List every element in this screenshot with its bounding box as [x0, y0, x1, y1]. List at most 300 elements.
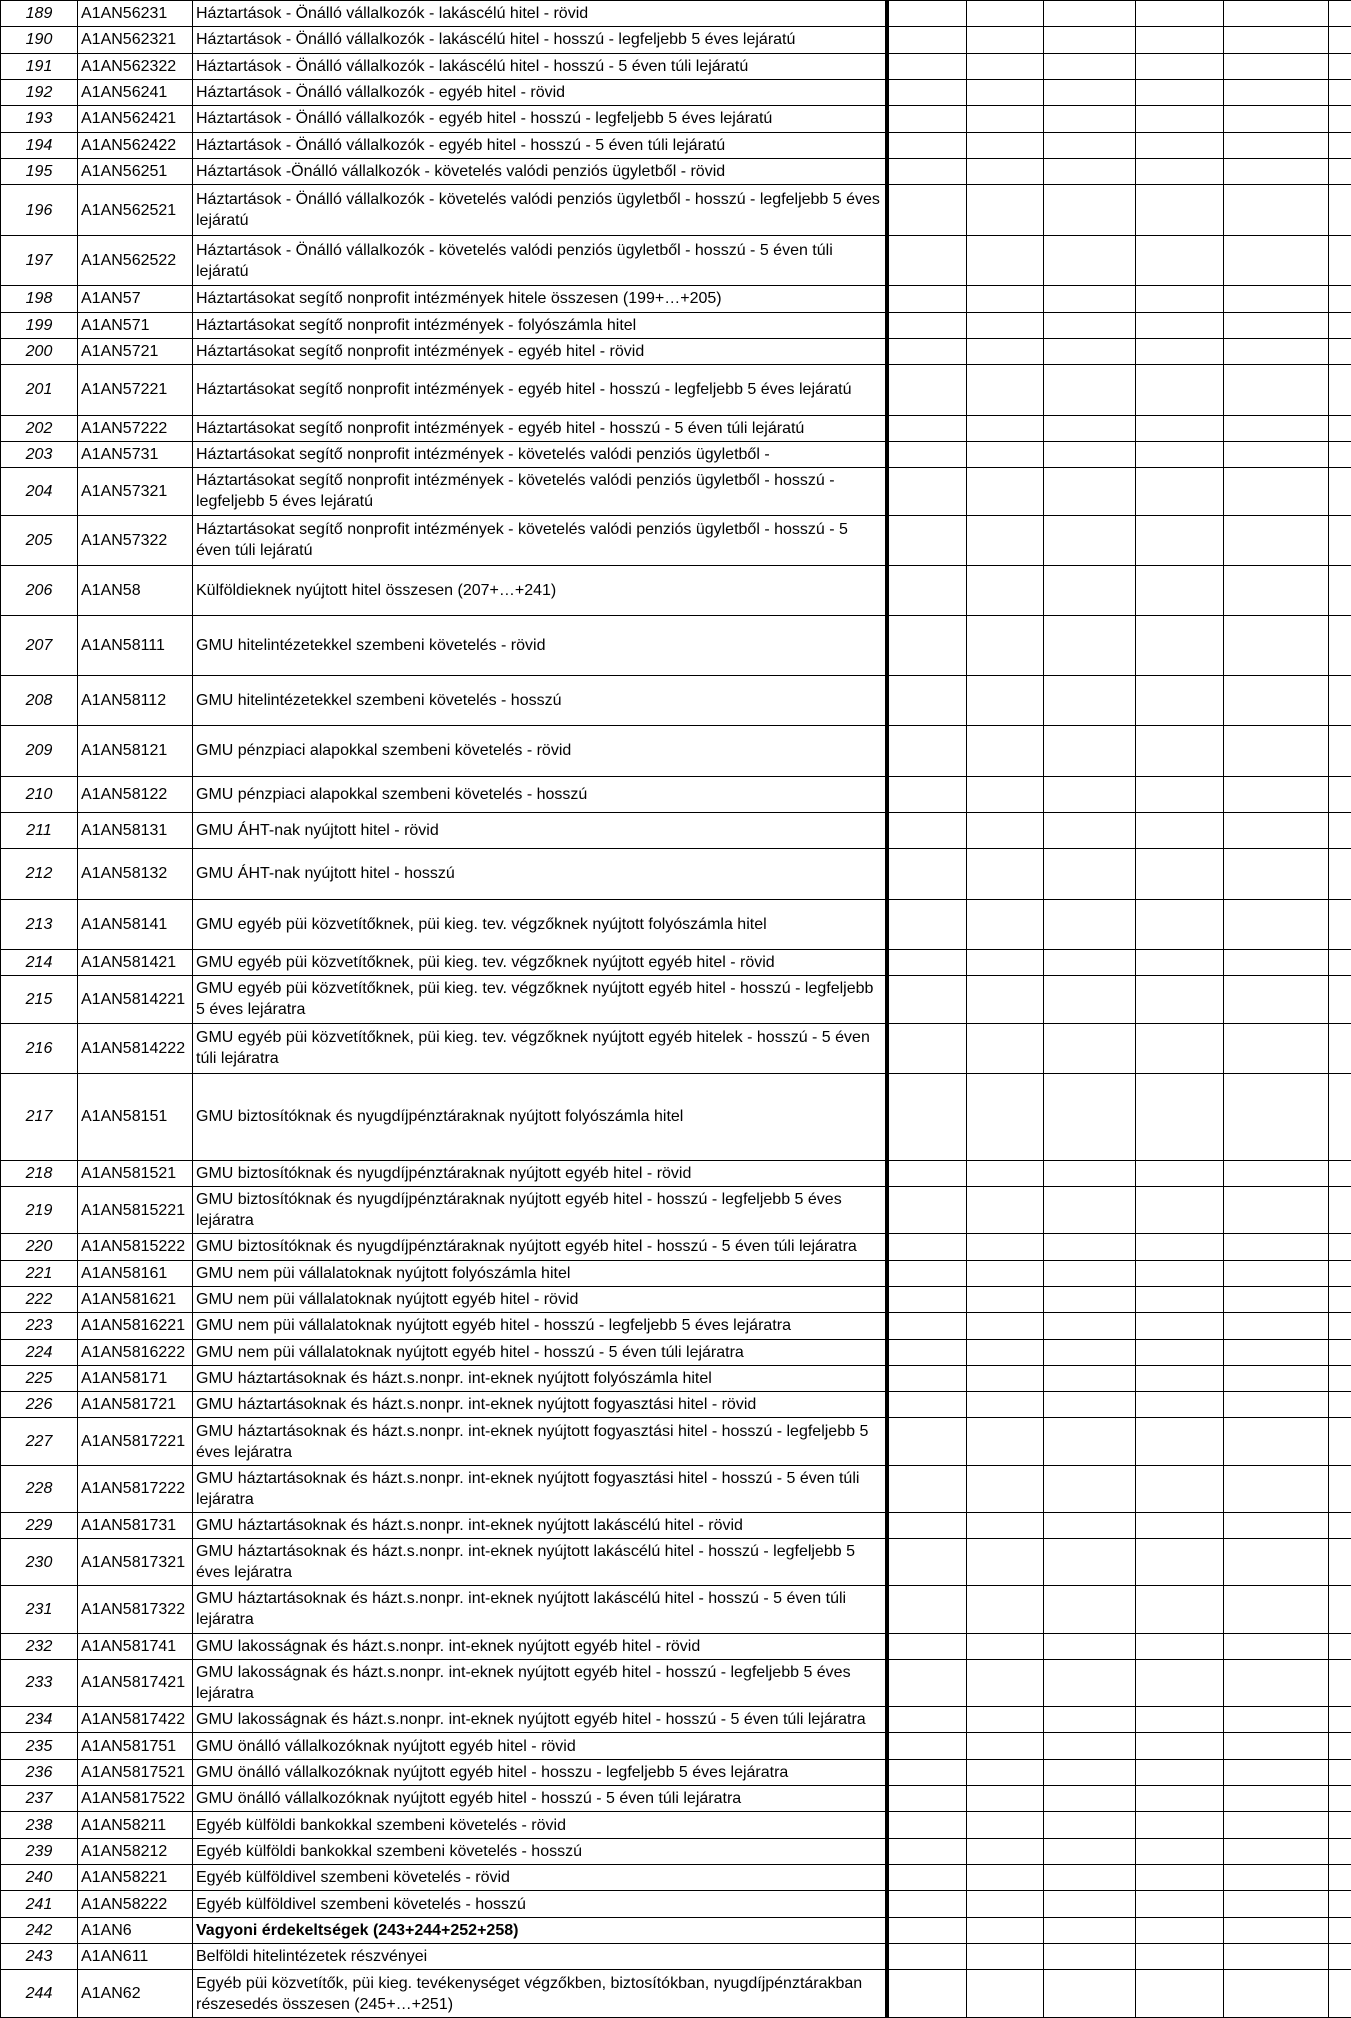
- value-cell[interactable]: [1329, 1707, 1351, 1733]
- value-cell[interactable]: [1136, 338, 1224, 364]
- value-cell[interactable]: [967, 1659, 1044, 1706]
- value-cell[interactable]: [1224, 1313, 1329, 1339]
- value-cell[interactable]: [1044, 812, 1136, 848]
- value-cell[interactable]: [1044, 566, 1136, 616]
- value-cell[interactable]: [1136, 1539, 1224, 1586]
- value-cell[interactable]: [1329, 1286, 1351, 1312]
- value-cell[interactable]: [1136, 1418, 1224, 1465]
- value-cell[interactable]: [887, 185, 967, 235]
- value-cell[interactable]: [1044, 1, 1136, 27]
- value-cell[interactable]: [1044, 1917, 1136, 1943]
- value-cell[interactable]: [1329, 53, 1351, 79]
- value-cell[interactable]: [1136, 1365, 1224, 1391]
- value-cell[interactable]: [1044, 950, 1136, 976]
- value-cell[interactable]: [967, 1917, 1044, 1943]
- value-cell[interactable]: [1224, 1759, 1329, 1785]
- value-cell[interactable]: [967, 1786, 1044, 1812]
- value-cell[interactable]: [1224, 1286, 1329, 1312]
- value-cell[interactable]: [1329, 286, 1351, 312]
- value-cell[interactable]: [1136, 1759, 1224, 1785]
- value-cell[interactable]: [967, 286, 1044, 312]
- value-cell[interactable]: [1329, 1586, 1351, 1633]
- value-cell[interactable]: [887, 1707, 967, 1733]
- value-cell[interactable]: [887, 1786, 967, 1812]
- value-cell[interactable]: [1136, 776, 1224, 812]
- value-cell[interactable]: [1329, 1891, 1351, 1917]
- value-cell[interactable]: [967, 1865, 1044, 1891]
- value-cell[interactable]: [1329, 1786, 1351, 1812]
- value-cell[interactable]: [1044, 1707, 1136, 1733]
- value-cell[interactable]: [1044, 1365, 1136, 1391]
- value-cell[interactable]: [967, 1465, 1044, 1512]
- value-cell[interactable]: [1224, 1786, 1329, 1812]
- value-cell[interactable]: [967, 1733, 1044, 1759]
- value-cell[interactable]: [887, 515, 967, 565]
- value-cell[interactable]: [967, 1286, 1044, 1312]
- value-cell[interactable]: [1044, 1865, 1136, 1891]
- value-cell[interactable]: [1224, 1659, 1329, 1706]
- value-cell[interactable]: [1224, 1339, 1329, 1365]
- value-cell[interactable]: [967, 415, 1044, 441]
- value-cell[interactable]: [1224, 79, 1329, 105]
- value-cell[interactable]: [1044, 286, 1136, 312]
- value-cell[interactable]: [1329, 976, 1351, 1023]
- value-cell[interactable]: [1329, 106, 1351, 132]
- value-cell[interactable]: [1329, 27, 1351, 53]
- value-cell[interactable]: [887, 415, 967, 441]
- value-cell[interactable]: [1136, 849, 1224, 899]
- value-cell[interactable]: [887, 1286, 967, 1312]
- value-cell[interactable]: [1136, 442, 1224, 468]
- value-cell[interactable]: [1329, 1812, 1351, 1838]
- value-cell[interactable]: [1044, 27, 1136, 53]
- value-cell[interactable]: [967, 950, 1044, 976]
- value-cell[interactable]: [887, 976, 967, 1023]
- value-cell[interactable]: [887, 79, 967, 105]
- value-cell[interactable]: [1329, 1187, 1351, 1234]
- value-cell[interactable]: [967, 976, 1044, 1023]
- value-cell[interactable]: [1044, 415, 1136, 441]
- value-cell[interactable]: [887, 950, 967, 976]
- value-cell[interactable]: [1329, 338, 1351, 364]
- value-cell[interactable]: [887, 1970, 967, 2018]
- value-cell[interactable]: [887, 1073, 967, 1160]
- value-cell[interactable]: [1329, 235, 1351, 285]
- value-cell[interactable]: [887, 1160, 967, 1186]
- value-cell[interactable]: [1044, 899, 1136, 949]
- value-cell[interactable]: [1224, 849, 1329, 899]
- value-cell[interactable]: [1224, 312, 1329, 338]
- value-cell[interactable]: [1224, 338, 1329, 364]
- value-cell[interactable]: [1044, 158, 1136, 184]
- value-cell[interactable]: [1224, 1633, 1329, 1659]
- value-cell[interactable]: [1329, 899, 1351, 949]
- value-cell[interactable]: [1044, 726, 1136, 776]
- value-cell[interactable]: [1136, 1707, 1224, 1733]
- value-cell[interactable]: [1136, 1187, 1224, 1234]
- value-cell[interactable]: [1044, 675, 1136, 725]
- value-cell[interactable]: [1044, 132, 1136, 158]
- value-cell[interactable]: [887, 1418, 967, 1465]
- value-cell[interactable]: [1224, 1260, 1329, 1286]
- value-cell[interactable]: [967, 812, 1044, 848]
- value-cell[interactable]: [1224, 1586, 1329, 1633]
- value-cell[interactable]: [1136, 158, 1224, 184]
- value-cell[interactable]: [1329, 1633, 1351, 1659]
- value-cell[interactable]: [887, 1586, 967, 1633]
- value-cell[interactable]: [887, 158, 967, 184]
- value-cell[interactable]: [967, 365, 1044, 415]
- value-cell[interactable]: [887, 1313, 967, 1339]
- value-cell[interactable]: [1224, 1917, 1329, 1943]
- value-cell[interactable]: [1329, 1160, 1351, 1186]
- value-cell[interactable]: [1329, 515, 1351, 565]
- value-cell[interactable]: [1044, 1187, 1136, 1234]
- value-cell[interactable]: [887, 675, 967, 725]
- value-cell[interactable]: [1136, 1970, 1224, 2018]
- value-cell[interactable]: [1136, 312, 1224, 338]
- value-cell[interactable]: [967, 1586, 1044, 1633]
- value-cell[interactable]: [1224, 812, 1329, 848]
- value-cell[interactable]: [1044, 1539, 1136, 1586]
- value-cell[interactable]: [1044, 1234, 1136, 1260]
- value-cell[interactable]: [967, 235, 1044, 285]
- value-cell[interactable]: [1136, 415, 1224, 441]
- value-cell[interactable]: [887, 286, 967, 312]
- value-cell[interactable]: [887, 812, 967, 848]
- value-cell[interactable]: [1224, 1865, 1329, 1891]
- value-cell[interactable]: [1044, 1633, 1136, 1659]
- value-cell[interactable]: [1224, 776, 1329, 812]
- value-cell[interactable]: [1329, 1944, 1351, 1970]
- value-cell[interactable]: [1224, 132, 1329, 158]
- value-cell[interactable]: [887, 849, 967, 899]
- value-cell[interactable]: [887, 1891, 967, 1917]
- value-cell[interactable]: [1044, 185, 1136, 235]
- value-cell[interactable]: [1224, 566, 1329, 616]
- value-cell[interactable]: [1136, 1733, 1224, 1759]
- value-cell[interactable]: [967, 1838, 1044, 1864]
- value-cell[interactable]: [1329, 675, 1351, 725]
- value-cell[interactable]: [967, 1759, 1044, 1785]
- value-cell[interactable]: [887, 1234, 967, 1260]
- value-cell[interactable]: [967, 675, 1044, 725]
- value-cell[interactable]: [1329, 158, 1351, 184]
- value-cell[interactable]: [967, 53, 1044, 79]
- value-cell[interactable]: [1136, 1917, 1224, 1943]
- value-cell[interactable]: [1044, 1659, 1136, 1706]
- value-cell[interactable]: [967, 1392, 1044, 1418]
- value-cell[interactable]: [1136, 1786, 1224, 1812]
- value-cell[interactable]: [1329, 1073, 1351, 1160]
- value-cell[interactable]: [1044, 338, 1136, 364]
- value-cell[interactable]: [967, 1365, 1044, 1391]
- value-cell[interactable]: [967, 1160, 1044, 1186]
- value-cell[interactable]: [1044, 1392, 1136, 1418]
- value-cell[interactable]: [1044, 442, 1136, 468]
- value-cell[interactable]: [1136, 1812, 1224, 1838]
- value-cell[interactable]: [1136, 1633, 1224, 1659]
- value-cell[interactable]: [967, 468, 1044, 515]
- value-cell[interactable]: [967, 726, 1044, 776]
- value-cell[interactable]: [967, 1023, 1044, 1073]
- value-cell[interactable]: [887, 235, 967, 285]
- value-cell[interactable]: [1136, 1260, 1224, 1286]
- value-cell[interactable]: [1224, 950, 1329, 976]
- value-cell[interactable]: [1329, 1512, 1351, 1538]
- value-cell[interactable]: [1329, 1759, 1351, 1785]
- value-cell[interactable]: [1136, 1313, 1224, 1339]
- value-cell[interactable]: [887, 726, 967, 776]
- value-cell[interactable]: [887, 899, 967, 949]
- value-cell[interactable]: [1224, 468, 1329, 515]
- value-cell[interactable]: [1329, 1418, 1351, 1465]
- value-cell[interactable]: [1136, 950, 1224, 976]
- value-cell[interactable]: [1224, 286, 1329, 312]
- value-cell[interactable]: [1329, 616, 1351, 675]
- value-cell[interactable]: [1329, 312, 1351, 338]
- value-cell[interactable]: [887, 566, 967, 616]
- value-cell[interactable]: [1224, 1812, 1329, 1838]
- value-cell[interactable]: [887, 1812, 967, 1838]
- value-cell[interactable]: [1224, 185, 1329, 235]
- value-cell[interactable]: [967, 566, 1044, 616]
- value-cell[interactable]: [1329, 1465, 1351, 1512]
- value-cell[interactable]: [1044, 1733, 1136, 1759]
- value-cell[interactable]: [1224, 675, 1329, 725]
- value-cell[interactable]: [1044, 1838, 1136, 1864]
- value-cell[interactable]: [1044, 515, 1136, 565]
- value-cell[interactable]: [887, 1539, 967, 1586]
- value-cell[interactable]: [1224, 1707, 1329, 1733]
- value-cell[interactable]: [887, 1659, 967, 1706]
- value-cell[interactable]: [967, 185, 1044, 235]
- value-cell[interactable]: [1136, 1160, 1224, 1186]
- value-cell[interactable]: [1044, 849, 1136, 899]
- value-cell[interactable]: [887, 1733, 967, 1759]
- value-cell[interactable]: [887, 27, 967, 53]
- value-cell[interactable]: [1136, 185, 1224, 235]
- value-cell[interactable]: [887, 132, 967, 158]
- value-cell[interactable]: [967, 776, 1044, 812]
- value-cell[interactable]: [1136, 1286, 1224, 1312]
- value-cell[interactable]: [1044, 1586, 1136, 1633]
- value-cell[interactable]: [967, 1944, 1044, 1970]
- value-cell[interactable]: [887, 776, 967, 812]
- value-cell[interactable]: [1044, 79, 1136, 105]
- value-cell[interactable]: [1136, 726, 1224, 776]
- value-cell[interactable]: [1329, 1365, 1351, 1391]
- value-cell[interactable]: [1329, 1733, 1351, 1759]
- value-cell[interactable]: [967, 899, 1044, 949]
- value-cell[interactable]: [1136, 1659, 1224, 1706]
- value-cell[interactable]: [1136, 1512, 1224, 1538]
- value-cell[interactable]: [1136, 616, 1224, 675]
- value-cell[interactable]: [1044, 1160, 1136, 1186]
- value-cell[interactable]: [1329, 415, 1351, 441]
- value-cell[interactable]: [967, 442, 1044, 468]
- value-cell[interactable]: [887, 1917, 967, 1943]
- value-cell[interactable]: [1329, 1659, 1351, 1706]
- value-cell[interactable]: [1136, 1, 1224, 27]
- value-cell[interactable]: [1329, 812, 1351, 848]
- value-cell[interactable]: [1224, 1365, 1329, 1391]
- value-cell[interactable]: [967, 79, 1044, 105]
- value-cell[interactable]: [967, 1339, 1044, 1365]
- value-cell[interactable]: [1044, 1023, 1136, 1073]
- value-cell[interactable]: [1224, 1160, 1329, 1186]
- value-cell[interactable]: [1136, 1586, 1224, 1633]
- value-cell[interactable]: [1044, 1891, 1136, 1917]
- value-cell[interactable]: [1044, 1286, 1136, 1312]
- value-cell[interactable]: [1224, 442, 1329, 468]
- value-cell[interactable]: [1329, 132, 1351, 158]
- value-cell[interactable]: [1044, 1944, 1136, 1970]
- value-cell[interactable]: [1224, 1970, 1329, 2018]
- value-cell[interactable]: [1329, 1539, 1351, 1586]
- value-cell[interactable]: [1224, 415, 1329, 441]
- value-cell[interactable]: [967, 106, 1044, 132]
- value-cell[interactable]: [887, 1392, 967, 1418]
- value-cell[interactable]: [1136, 286, 1224, 312]
- value-cell[interactable]: [967, 1260, 1044, 1286]
- value-cell[interactable]: [887, 53, 967, 79]
- value-cell[interactable]: [1044, 1260, 1136, 1286]
- value-cell[interactable]: [1329, 566, 1351, 616]
- value-cell[interactable]: [1329, 1392, 1351, 1418]
- value-cell[interactable]: [1044, 1339, 1136, 1365]
- value-cell[interactable]: [887, 442, 967, 468]
- value-cell[interactable]: [967, 1512, 1044, 1538]
- value-cell[interactable]: [1329, 776, 1351, 812]
- value-cell[interactable]: [887, 1, 967, 27]
- value-cell[interactable]: [1329, 1917, 1351, 1943]
- value-cell[interactable]: [967, 1812, 1044, 1838]
- value-cell[interactable]: [887, 1759, 967, 1785]
- value-cell[interactable]: [967, 132, 1044, 158]
- value-cell[interactable]: [1329, 849, 1351, 899]
- value-cell[interactable]: [887, 1838, 967, 1864]
- value-cell[interactable]: [887, 365, 967, 415]
- value-cell[interactable]: [1136, 235, 1224, 285]
- value-cell[interactable]: [1136, 132, 1224, 158]
- value-cell[interactable]: [967, 1234, 1044, 1260]
- value-cell[interactable]: [1136, 1838, 1224, 1864]
- value-cell[interactable]: [1329, 1023, 1351, 1073]
- value-cell[interactable]: [967, 1418, 1044, 1465]
- value-cell[interactable]: [1136, 1865, 1224, 1891]
- value-cell[interactable]: [967, 27, 1044, 53]
- value-cell[interactable]: [1329, 1970, 1351, 2018]
- value-cell[interactable]: [887, 106, 967, 132]
- value-cell[interactable]: [1224, 1539, 1329, 1586]
- value-cell[interactable]: [1136, 106, 1224, 132]
- value-cell[interactable]: [887, 616, 967, 675]
- value-cell[interactable]: [1044, 312, 1136, 338]
- value-cell[interactable]: [1224, 1, 1329, 27]
- value-cell[interactable]: [967, 616, 1044, 675]
- value-cell[interactable]: [887, 1512, 967, 1538]
- value-cell[interactable]: [1224, 726, 1329, 776]
- value-cell[interactable]: [1136, 1944, 1224, 1970]
- value-cell[interactable]: [1329, 1, 1351, 27]
- value-cell[interactable]: [1044, 1465, 1136, 1512]
- value-cell[interactable]: [1044, 1073, 1136, 1160]
- value-cell[interactable]: [1136, 27, 1224, 53]
- value-cell[interactable]: [1224, 53, 1329, 79]
- value-cell[interactable]: [1136, 1891, 1224, 1917]
- value-cell[interactable]: [1044, 365, 1136, 415]
- value-cell[interactable]: [1044, 1970, 1136, 2018]
- value-cell[interactable]: [1224, 106, 1329, 132]
- value-cell[interactable]: [1044, 976, 1136, 1023]
- value-cell[interactable]: [1224, 365, 1329, 415]
- value-cell[interactable]: [967, 338, 1044, 364]
- value-cell[interactable]: [967, 1, 1044, 27]
- value-cell[interactable]: [967, 1539, 1044, 1586]
- value-cell[interactable]: [1044, 1313, 1136, 1339]
- value-cell[interactable]: [1044, 1418, 1136, 1465]
- value-cell[interactable]: [887, 1944, 967, 1970]
- value-cell[interactable]: [887, 1865, 967, 1891]
- value-cell[interactable]: [1224, 616, 1329, 675]
- value-cell[interactable]: [967, 312, 1044, 338]
- value-cell[interactable]: [1329, 950, 1351, 976]
- value-cell[interactable]: [1044, 1759, 1136, 1785]
- value-cell[interactable]: [887, 1339, 967, 1365]
- value-cell[interactable]: [1329, 365, 1351, 415]
- value-cell[interactable]: [1136, 566, 1224, 616]
- value-cell[interactable]: [1224, 515, 1329, 565]
- value-cell[interactable]: [1224, 1838, 1329, 1864]
- value-cell[interactable]: [1224, 1891, 1329, 1917]
- value-cell[interactable]: [1224, 1023, 1329, 1073]
- value-cell[interactable]: [1329, 1339, 1351, 1365]
- value-cell[interactable]: [887, 1365, 967, 1391]
- value-cell[interactable]: [1136, 365, 1224, 415]
- value-cell[interactable]: [1136, 515, 1224, 565]
- value-cell[interactable]: [887, 468, 967, 515]
- value-cell[interactable]: [1136, 1023, 1224, 1073]
- value-cell[interactable]: [1224, 899, 1329, 949]
- value-cell[interactable]: [1136, 899, 1224, 949]
- value-cell[interactable]: [1329, 1313, 1351, 1339]
- value-cell[interactable]: [1224, 1418, 1329, 1465]
- value-cell[interactable]: [1136, 53, 1224, 79]
- value-cell[interactable]: [1044, 776, 1136, 812]
- value-cell[interactable]: [967, 1707, 1044, 1733]
- value-cell[interactable]: [1224, 1733, 1329, 1759]
- value-cell[interactable]: [1224, 235, 1329, 285]
- value-cell[interactable]: [1329, 442, 1351, 468]
- value-cell[interactable]: [1329, 1234, 1351, 1260]
- value-cell[interactable]: [967, 515, 1044, 565]
- value-cell[interactable]: [1224, 1187, 1329, 1234]
- value-cell[interactable]: [967, 1970, 1044, 2018]
- value-cell[interactable]: [1224, 976, 1329, 1023]
- value-cell[interactable]: [967, 1073, 1044, 1160]
- value-cell[interactable]: [1044, 1786, 1136, 1812]
- value-cell[interactable]: [1224, 1073, 1329, 1160]
- value-cell[interactable]: [887, 1187, 967, 1234]
- value-cell[interactable]: [1329, 726, 1351, 776]
- value-cell[interactable]: [1136, 468, 1224, 515]
- value-cell[interactable]: [1224, 27, 1329, 53]
- value-cell[interactable]: [1224, 1234, 1329, 1260]
- value-cell[interactable]: [1224, 1392, 1329, 1418]
- value-cell[interactable]: [967, 849, 1044, 899]
- value-cell[interactable]: [1136, 1392, 1224, 1418]
